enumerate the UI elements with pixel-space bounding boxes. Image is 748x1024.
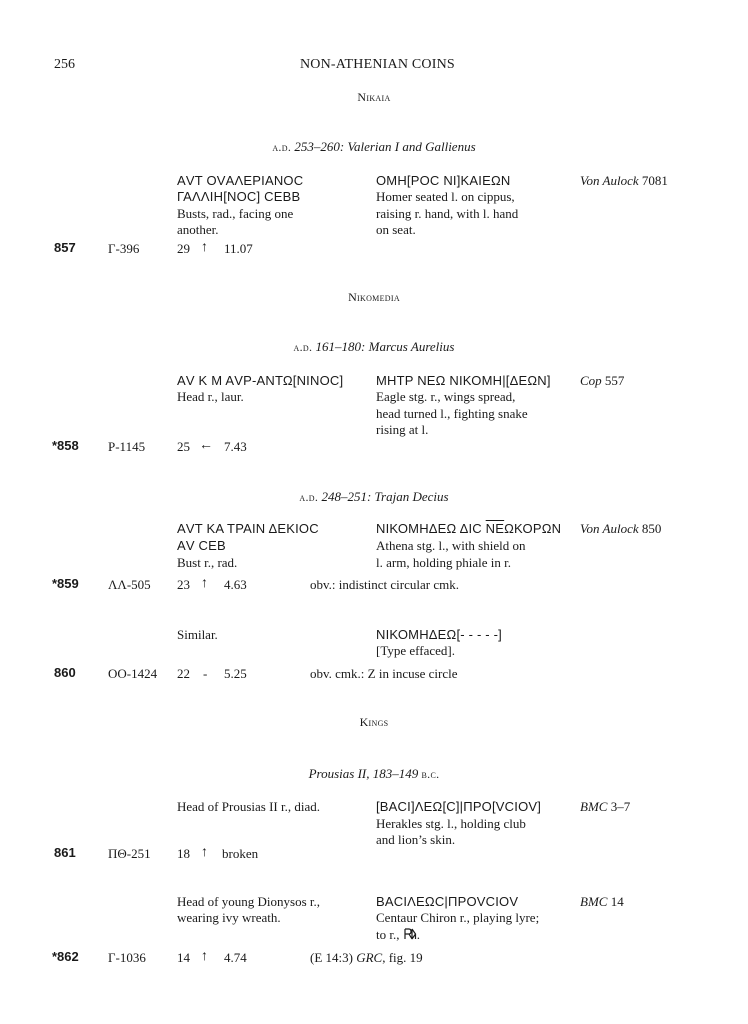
reverse-description: and lion’s skin. bbox=[376, 832, 456, 847]
period-heading: a.d. 248–251: Trajan Decius bbox=[299, 489, 449, 504]
die-axis-arrow-icon: ↑ bbox=[201, 240, 208, 255]
reverse-description: on seat. bbox=[376, 222, 416, 237]
inventory-number: ΠΘ-251 bbox=[108, 846, 151, 861]
catalog-number: 860 bbox=[54, 665, 76, 680]
reverse-description: to r., . bbox=[376, 927, 420, 942]
page-number: 256 bbox=[54, 57, 75, 72]
section-title-kings: Kings bbox=[359, 715, 389, 729]
reference: Von Aulock 850 bbox=[580, 521, 662, 536]
catalog-number: *859 bbox=[52, 576, 79, 591]
coin-weight: 11.07 bbox=[224, 241, 253, 256]
catalog-number: 857 bbox=[54, 240, 76, 255]
inventory-number: Γ-1036 bbox=[108, 950, 146, 965]
period-heading: a.d. 253–260: Valerian I and Gallienus bbox=[272, 139, 476, 154]
reverse-description: Eagle stg. r., wings spread, bbox=[376, 389, 516, 404]
obverse-description: another. bbox=[177, 222, 219, 237]
coin-weight: 4.63 bbox=[224, 577, 247, 592]
catalog-number: 861 bbox=[54, 845, 76, 860]
reverse-legend: ΜΗΤΡ ΝΕΩ ΝΙΚΟΜΗ|[ΔΕΩΝ] bbox=[376, 373, 551, 388]
monogram-icon bbox=[403, 928, 417, 940]
obverse-description: Head of young Dionysos r., bbox=[177, 894, 320, 909]
reference: Von Aulock 7081 bbox=[580, 173, 668, 188]
reverse-legend: [ΒΑϹΙ]ΛΕΩ[Ϲ]|ΠΡΟ[VϹΙΟV] bbox=[376, 799, 542, 814]
section-title-nikomedia: Nikomedia bbox=[348, 290, 400, 304]
die-axis-dash: - bbox=[203, 666, 208, 681]
die-axis-arrow-icon: ← bbox=[199, 438, 213, 453]
publication-note: (E 14:3) GRC, fig. 19 bbox=[310, 950, 423, 965]
die-axis-arrow-icon: ↑ bbox=[201, 845, 208, 860]
reverse-description: [Type effaced]. bbox=[376, 643, 455, 658]
coin-size: 14 bbox=[177, 950, 190, 965]
section-title-nikaia: Nikaia bbox=[357, 90, 391, 104]
inventory-number: Γ-396 bbox=[108, 241, 140, 256]
coin-weight: broken bbox=[222, 846, 259, 861]
reverse-description: head turned l., fighting snake bbox=[376, 406, 528, 421]
catalog-number: *858 bbox=[52, 438, 79, 453]
obverse-description: wearing ivy wreath. bbox=[177, 910, 281, 925]
obverse-description: Busts, rad., facing one bbox=[177, 206, 294, 221]
inventory-number: ΛΛ-505 bbox=[108, 577, 151, 592]
obverse-legend: ΑVΤ ΚΑ ΤΡΑΙΝ ΔΕΚΙΟϹ bbox=[177, 521, 319, 536]
obverse-description: Similar. bbox=[177, 627, 218, 642]
obverse-legend: ΑV Κ Μ ΑVΡ-ΑΝΤΩ[ΝΙΝΟϹ] bbox=[177, 373, 344, 388]
coin-size: 23 bbox=[177, 577, 190, 592]
reverse-description: l. arm, holding phiale in r. bbox=[376, 555, 512, 570]
obverse-description: Head of Prousias II r., diad. bbox=[177, 799, 320, 814]
reverse-description: Athena stg. l., with shield on bbox=[376, 538, 526, 553]
obverse-legend: ΑV ϹΕΒ bbox=[177, 538, 226, 553]
inventory-number: Ρ-1145 bbox=[108, 439, 146, 454]
obverse-description: Bust r., rad. bbox=[177, 555, 238, 570]
reverse-description: raising r. hand, with l. hand bbox=[376, 206, 519, 221]
coin-size: 29 bbox=[177, 241, 190, 256]
coin-size: 25 bbox=[177, 439, 190, 454]
obverse-legend: ΓΑΛΛΙΗ[ΝΟϹ] ϹΕΒΒ bbox=[177, 189, 301, 204]
period-heading: Prousias II, 183–149 b.c. bbox=[308, 766, 440, 781]
die-axis-arrow-icon: ↑ bbox=[201, 949, 208, 964]
reverse-legend: ΝΙΚΟΜΗΔΕΩ[- - - - -] bbox=[376, 627, 502, 642]
reverse-legend: ΝΙΚΟΜΗΔΕΩ ΔΙϹ $\overline{NE}\Omega KOP\Omega N$ bbox=[376, 521, 562, 536]
obverse-description: Head r., laur. bbox=[177, 389, 244, 404]
obverse-legend: ΑVΤ ΟVΑΛΕΡΙΑΝΟϹ bbox=[177, 173, 304, 188]
coin-weight: 7.43 bbox=[224, 439, 247, 454]
reverse-description: Herakles stg. l., holding club bbox=[376, 816, 526, 831]
die-axis-arrow-icon: ↑ bbox=[201, 576, 208, 591]
coin-size: 22 bbox=[177, 666, 190, 681]
coin-size: 18 bbox=[177, 846, 190, 861]
reverse-description: Homer seated l. on cippus, bbox=[376, 189, 515, 204]
catalog-number: *862 bbox=[52, 949, 79, 964]
reference: Cop 557 bbox=[580, 373, 625, 388]
countermark-note: obv.: indistinct circular cmk. bbox=[310, 577, 459, 592]
coin-weight: 4.74 bbox=[224, 950, 247, 965]
countermark-note: obv. cmk.: Z in incuse circle bbox=[310, 666, 458, 681]
coin-weight: 5.25 bbox=[224, 666, 247, 681]
running-head: NON-ATHENIAN COINS bbox=[300, 57, 455, 72]
reference: BMC 3–7 bbox=[580, 799, 631, 814]
reference: BMC 14 bbox=[580, 894, 624, 909]
reverse-description: rising at l. bbox=[376, 422, 429, 437]
inventory-number: ΟΟ-1424 bbox=[108, 666, 158, 681]
reverse-legend: ΒΑϹΙΛΕΩϹ|ΠΡΟVϹΙΟV bbox=[376, 894, 519, 909]
period-heading: a.d. 161–180: Marcus Aurelius bbox=[293, 339, 455, 354]
reverse-legend: ΟΜΗ[ΡΟϹ ΝΙ]ΚΑΙΕΩΝ bbox=[376, 173, 511, 188]
reverse-description: Centaur Chiron r., playing lyre; bbox=[376, 910, 540, 925]
